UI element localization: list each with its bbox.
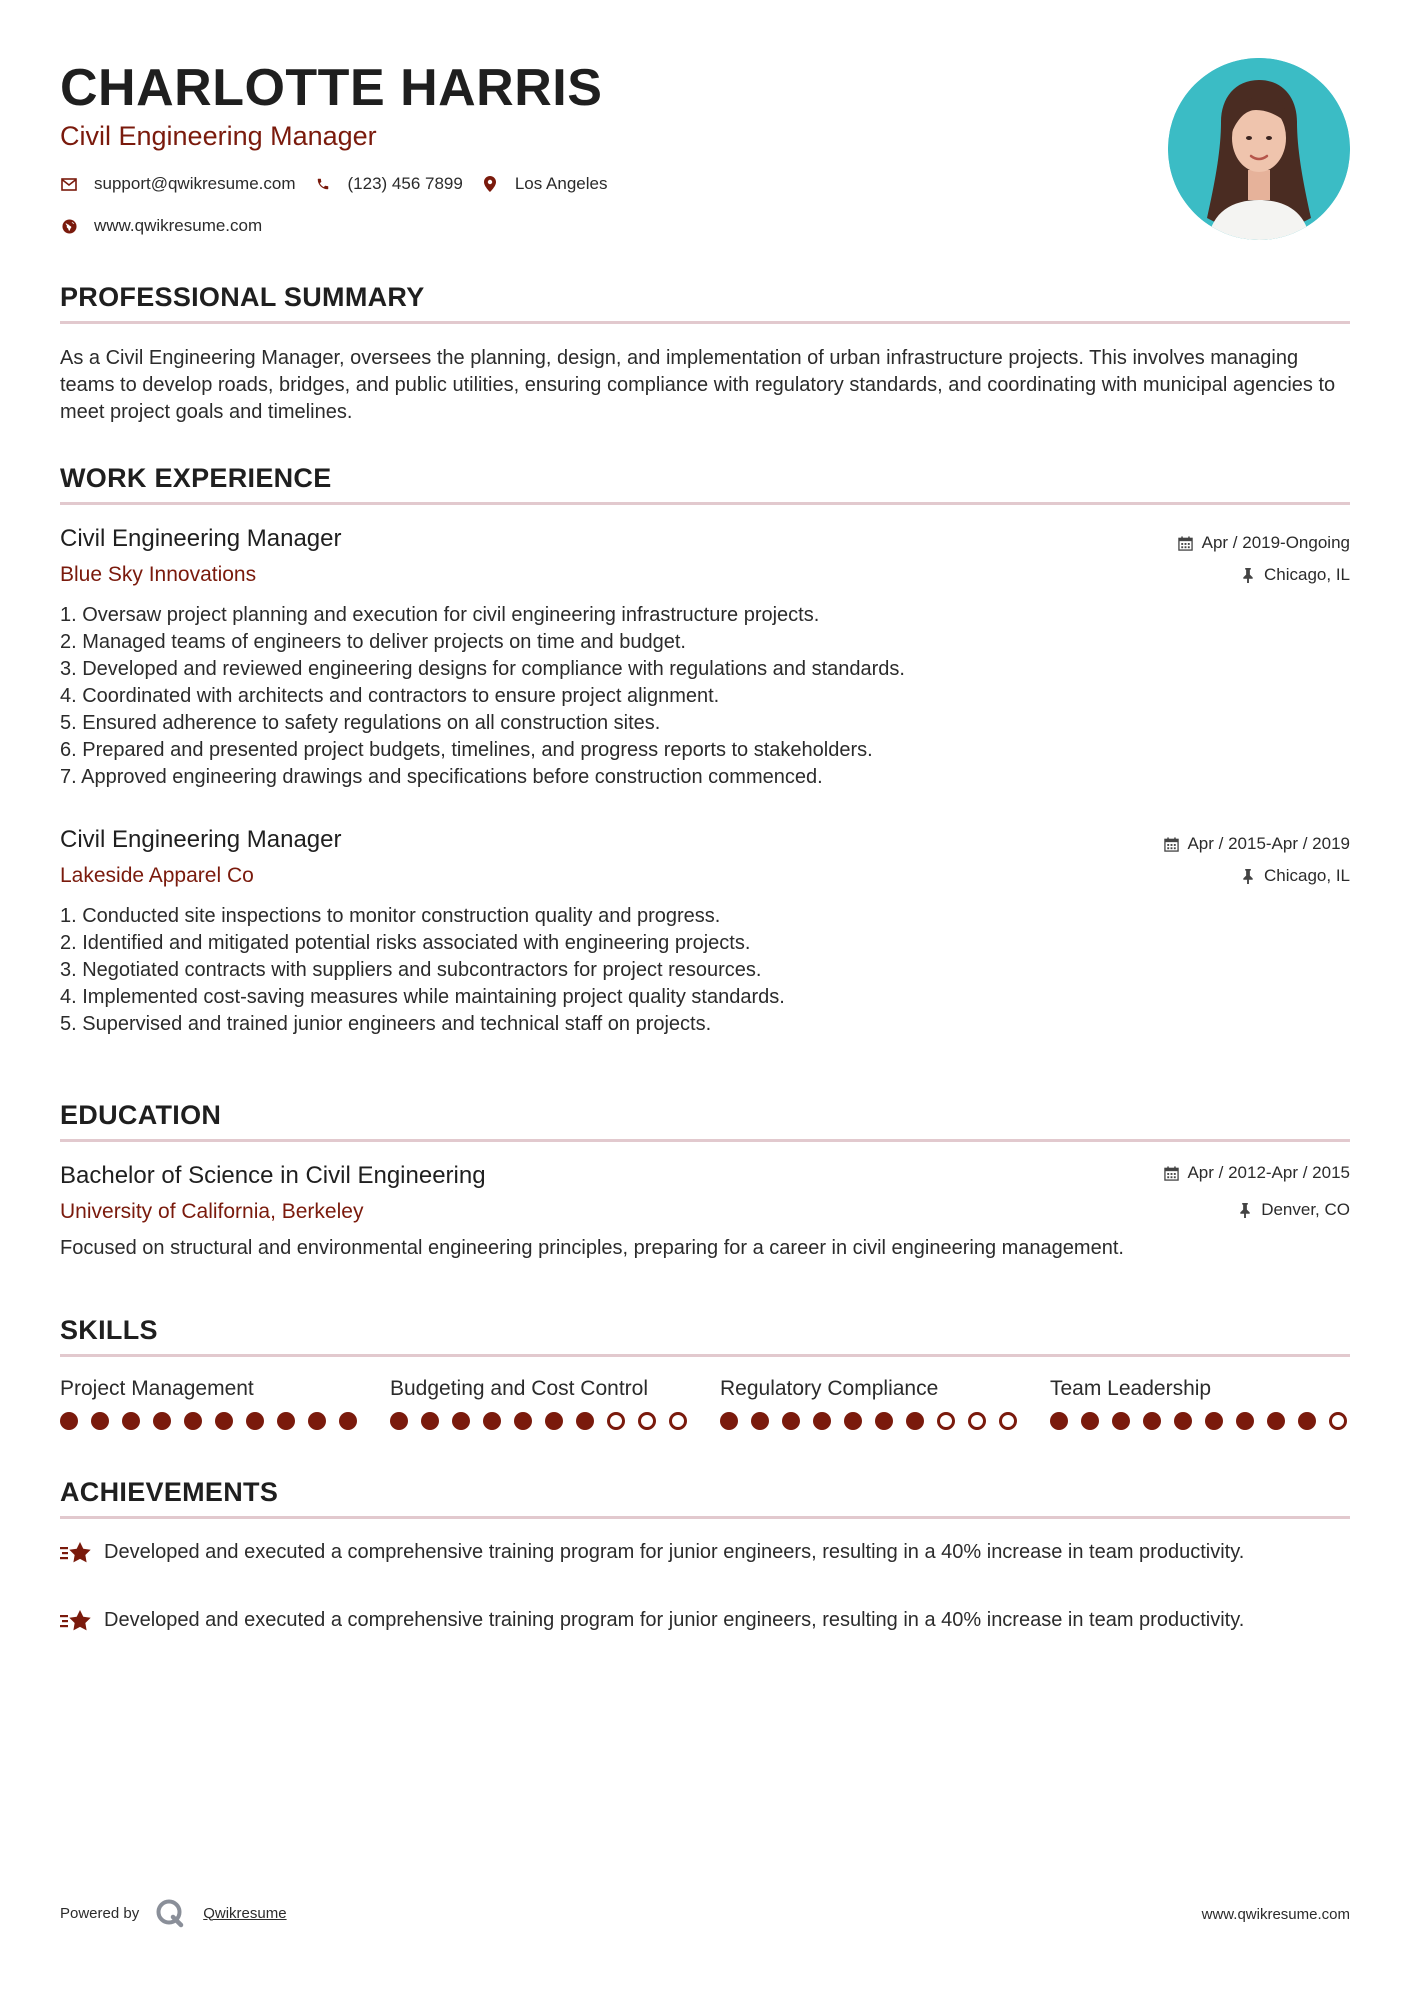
job-dates-text: Apr / 2019-Ongoing xyxy=(1201,533,1350,552)
contact-phone[interactable] xyxy=(314,174,463,194)
email-text: support@qwikresume.com xyxy=(94,174,296,193)
contact-email[interactable] xyxy=(60,174,296,194)
skill-dot-filled xyxy=(1112,1412,1130,1430)
contact-row-website xyxy=(60,214,280,238)
job-location xyxy=(1240,564,1350,586)
calendar-icon xyxy=(1163,836,1179,852)
skill-dot-filled xyxy=(452,1412,470,1430)
skill-dot-filled xyxy=(421,1412,439,1430)
pushpin-icon xyxy=(1240,868,1256,884)
phone-text: (123) 456 7899 xyxy=(347,174,463,193)
section-divider xyxy=(60,1516,1350,1519)
job-bullet: 3. Negotiated contracts with suppliers and subcontractors for project resources. xyxy=(60,959,762,981)
skill-dot-filled xyxy=(91,1412,109,1430)
skill-dot-filled xyxy=(122,1412,140,1430)
skill-dot-filled xyxy=(514,1412,532,1430)
website-text: www.qwikresume.com xyxy=(94,216,263,235)
qwikresume-link[interactable]: Qwikresume xyxy=(203,1904,287,1922)
location-text: Los Angeles xyxy=(514,174,608,193)
candidate-name: CHARLOTTE HARRIS xyxy=(60,59,603,117)
achievement-text: Developed and executed a comprehensive training program for junior engineers, resulting in a 40% increase in team productivity. xyxy=(104,1609,1245,1631)
skill-rating xyxy=(720,1412,1020,1432)
calendar-icon xyxy=(1178,535,1194,551)
skill-dot-filled xyxy=(483,1412,501,1430)
pushpin-icon xyxy=(1240,567,1256,583)
skill-dot-filled xyxy=(813,1412,831,1430)
job-bullet: 2. Managed teams of engineers to deliver projects on time and budget. xyxy=(60,631,686,653)
job-location-text: Chicago, IL xyxy=(1264,565,1350,584)
skill-dot-filled xyxy=(751,1412,769,1430)
contact-row xyxy=(60,172,625,196)
section-title-achievements: ACHIEVEMENTS xyxy=(60,1477,279,1507)
skill-dot-filled xyxy=(576,1412,594,1430)
skill-dot-filled xyxy=(184,1412,202,1430)
section-divider xyxy=(60,321,1350,324)
summary-text: As a Civil Engineering Manager, oversees the planning, design, and implementation of urban infrastructure projects. This involves managing teams to develop roads, bridges, and public utilities, ensuring compliance with regulatory standards, and coordinating with municipal agencies to meet project goals and timelines. xyxy=(60,347,1336,423)
skill-dot-empty xyxy=(638,1412,656,1430)
skill-dot-filled xyxy=(60,1412,78,1430)
skill-dot-filled xyxy=(1205,1412,1223,1430)
skill-item xyxy=(720,1376,1020,1402)
skill-dot-empty xyxy=(607,1412,625,1430)
section-title-skills: SKILLS xyxy=(60,1315,158,1345)
candidate-title: Civil Engineering Manager xyxy=(60,121,377,151)
skill-dot-filled xyxy=(153,1412,171,1430)
skill-dot-filled xyxy=(215,1412,233,1430)
education-location xyxy=(1237,1199,1350,1221)
job-dates xyxy=(1163,833,1350,855)
map-pin-icon xyxy=(481,175,499,193)
skill-item xyxy=(60,1376,360,1402)
skill-name: Budgeting and Cost Control xyxy=(390,1377,648,1400)
contact-website[interactable] xyxy=(60,216,262,236)
skill-dot-filled xyxy=(1050,1412,1068,1430)
job-location-text: Chicago, IL xyxy=(1264,866,1350,885)
job-title: Civil Engineering Manager xyxy=(60,525,342,552)
skill-dot-empty xyxy=(1329,1412,1347,1430)
footer-powered-by xyxy=(60,1898,287,1928)
skill-dot-filled xyxy=(246,1412,264,1430)
job-location xyxy=(1240,865,1350,887)
job-company: Lakeside Apparel Co xyxy=(60,864,254,887)
job-bullets xyxy=(60,602,1350,791)
skill-dot-filled xyxy=(875,1412,893,1430)
job-bullet: 5. Ensured adherence to safety regulations on all construction sites. xyxy=(60,712,661,734)
section-title-summary: PROFESSIONAL SUMMARY xyxy=(60,282,425,312)
education-location-text: Denver, CO xyxy=(1261,1200,1350,1219)
resume-page xyxy=(60,0,1350,1990)
job-bullet: 4. Implemented cost-saving measures while maintaining project quality standards. xyxy=(60,986,785,1008)
job-bullet: 2. Identified and mitigated potential risks associated with engineering projects. xyxy=(60,932,751,954)
job-bullet: 3. Developed and reviewed engineering designs for compliance with regulations and standards. xyxy=(60,658,905,680)
skill-dot-filled xyxy=(1143,1412,1161,1430)
skill-dot-empty xyxy=(669,1412,687,1430)
skill-dot-filled xyxy=(545,1412,563,1430)
skill-dot-filled xyxy=(308,1412,326,1430)
skill-dot-filled xyxy=(390,1412,408,1430)
skill-dot-filled xyxy=(339,1412,357,1430)
skill-dot-filled xyxy=(1174,1412,1192,1430)
qwikresume-logo-icon xyxy=(155,1898,185,1928)
education-description: Focused on structural and environmental engineering principles, preparing for a career in civil engineering management. xyxy=(60,1237,1124,1259)
skill-item xyxy=(1050,1376,1350,1402)
job-bullet: 5. Supervised and trained junior engineers and technical staff on projects. xyxy=(60,1013,712,1035)
skill-dot-filled xyxy=(782,1412,800,1430)
skill-name: Project Management xyxy=(60,1377,254,1400)
skill-rating xyxy=(390,1412,690,1432)
job-title: Civil Engineering Manager xyxy=(60,826,342,853)
job-bullet: 1. Conducted site inspections to monitor construction quality and progress. xyxy=(60,905,721,927)
envelope-icon xyxy=(60,175,78,193)
profile-photo xyxy=(1168,58,1350,240)
section-title-education: EDUCATION xyxy=(60,1100,222,1130)
section-divider xyxy=(60,1354,1350,1357)
powered-by-label: Powered by xyxy=(60,1904,140,1922)
globe-icon xyxy=(60,217,78,235)
job-company: Blue Sky Innovations xyxy=(60,563,257,586)
skill-dot-empty xyxy=(999,1412,1017,1430)
skill-dot-empty xyxy=(968,1412,986,1430)
job-bullet: 1. Oversaw project planning and execution for civil engineering infrastructure projects. xyxy=(60,604,820,626)
section-divider xyxy=(60,1139,1350,1142)
education-dates-text: Apr / 2012-Apr / 2015 xyxy=(1187,1163,1350,1182)
job-bullet: 4. Coordinated with architects and contractors to ensure project alignment. xyxy=(60,685,720,707)
star-icon xyxy=(60,1541,92,1567)
skill-dot-filled xyxy=(844,1412,862,1430)
skill-dot-empty xyxy=(937,1412,955,1430)
star-icon xyxy=(60,1609,92,1635)
pushpin-icon xyxy=(1237,1202,1253,1218)
skill-dot-filled xyxy=(1081,1412,1099,1430)
job-bullets xyxy=(60,903,1350,1038)
section-title-experience: WORK EXPERIENCE xyxy=(60,463,332,493)
education-school: University of California, Berkeley xyxy=(60,1200,364,1223)
skill-dot-filled xyxy=(906,1412,924,1430)
skill-dot-filled xyxy=(1298,1412,1316,1430)
job-bullet: 6. Prepared and presented project budgets, timelines, and progress reports to stakeholders. xyxy=(60,739,873,761)
education-dates xyxy=(1163,1162,1350,1184)
education-degree: Bachelor of Science in Civil Engineering xyxy=(60,1162,486,1189)
skill-name: Regulatory Compliance xyxy=(720,1377,939,1400)
skill-name: Team Leadership xyxy=(1050,1377,1212,1400)
calendar-icon xyxy=(1163,1165,1179,1181)
section-divider xyxy=(60,502,1350,505)
job-bullet: 7. Approved engineering drawings and specifications before construction commenced. xyxy=(60,766,823,788)
contact-location xyxy=(481,174,608,194)
achievement-text: Developed and executed a comprehensive training program for junior engineers, resulting in a 40% increase in team productivity. xyxy=(104,1541,1245,1563)
job-dates xyxy=(1178,532,1350,554)
skill-rating xyxy=(1050,1412,1350,1432)
job-dates-text: Apr / 2015-Apr / 2019 xyxy=(1187,834,1350,853)
skill-dot-filled xyxy=(1267,1412,1285,1430)
skill-dot-filled xyxy=(720,1412,738,1430)
skill-rating xyxy=(60,1412,360,1432)
skill-item xyxy=(390,1376,690,1402)
skill-dot-filled xyxy=(277,1412,295,1430)
phone-icon xyxy=(314,175,332,193)
footer-website[interactable]: www.qwikresume.com xyxy=(1201,1906,1350,1923)
skill-dot-filled xyxy=(1236,1412,1254,1430)
